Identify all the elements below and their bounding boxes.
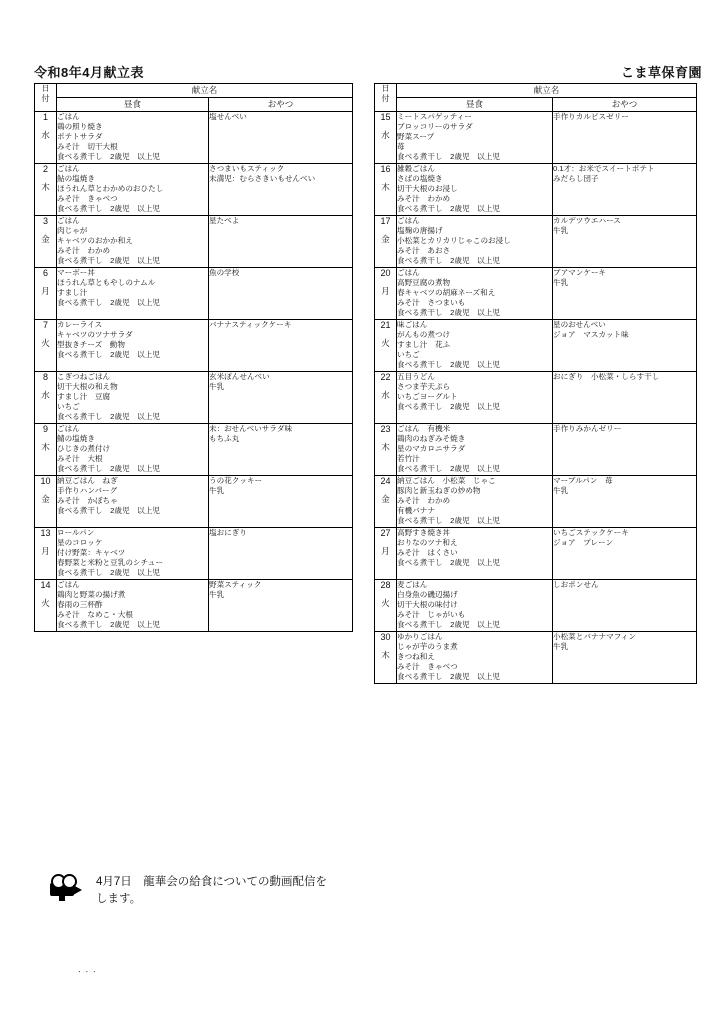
menu-line: カレーライス [57,320,103,329]
menu-line: 麦ごはん [397,580,428,589]
cell-snack [553,632,697,684]
date-number: 27 [380,528,391,538]
menu-line: 白身魚の磯辺揚げ [397,590,458,600]
table-row [35,216,353,268]
date-number: 17 [380,216,391,226]
menu-line: 雑穀ごはん [397,164,435,173]
date-weekday: 金 [41,234,50,245]
snack-line: 牛乳 [553,278,569,288]
date-weekday: 木 [381,442,390,453]
snack-line: 塩おにぎり [209,528,247,537]
menu-line: キャベツのツナサラダ [57,330,133,340]
date-weekday: 月 [381,546,390,557]
menu-line: 苺 [397,142,405,152]
menu-line: マーボー丼 [57,268,95,277]
snack-line: 0.1才：お米でスイートポテト [553,164,655,173]
cell-date [375,268,397,320]
snack-line: マーブルパン 苺 [553,476,613,485]
menu-line: みそ汁 あおさ [397,246,451,256]
cell-lunch [397,424,553,476]
menu-line: 納豆ごはん 小松菜 じゃこ [397,476,496,485]
menu-line: 食べる煮干し 2歳児 以上児 [57,464,160,474]
menu-line: ごはん [57,216,80,225]
menu-line: みそ汁 なめこ・大根 [57,610,133,620]
menu-line: 型抜きチーズ 動物 [57,340,125,350]
snack-line: 牛乳 [209,486,225,496]
menu-line: 豚肉と新玉ねぎの炒め物 [397,486,481,496]
menu-line: 野菜スープ [397,132,435,142]
date-number: 14 [40,580,51,590]
menu-line: みそ汁 さつまいも [397,298,466,308]
cell-date [375,632,397,684]
cell-lunch [57,164,209,216]
menu-line: すまし汁 花ふ [397,340,451,350]
cell-snack [209,424,353,476]
menu-line: みそ汁 切干大根 [57,142,118,152]
table-subheader-row [35,98,353,112]
cell-date [375,164,397,216]
film-projector-icon [46,872,86,902]
snack-line: 小松菜とバナナマフィン [553,632,636,641]
menu-line: さばの塩焼き [397,174,443,184]
snack-line: おにぎり 小松菜・しらす干し [553,372,660,381]
cell-date [35,476,57,528]
menu-line: 食べる煮干し 2歳児 以上児 [397,360,500,370]
menu-line: すまし汁 豆腐 [57,392,111,402]
column-header-menu: 献立名 [57,84,353,98]
menu-line: 鶏肉と野菜の揚げ煮 [57,590,126,600]
menu-line: ブロッコリーのサラダ [397,122,473,132]
cell-lunch [397,112,553,164]
menu-line: 手作りハンバーグ [57,486,118,496]
document-title: 令和8年4月献立表 [34,65,144,80]
column-header-lunch: 昼食 [397,98,553,112]
date-number: 1 [42,112,48,122]
menu-line: 切干大根のお浸し [397,184,458,194]
menu-line: みそ汁 大根 [57,454,103,464]
snack-line: 牛乳 [209,382,225,392]
menu-line: 星のマカロニサラダ [397,444,466,454]
menu-line: 食べる煮干し 2歳児 以上児 [397,516,500,526]
date-number: 9 [42,424,48,434]
date-weekday: 火 [381,338,390,349]
cell-lunch [397,580,553,632]
menu-line: 食べる煮干し 2歳児 以上児 [57,568,160,578]
cell-snack [553,424,697,476]
menu-line: みそ汁 きゃべつ [397,662,458,672]
cell-date [35,216,57,268]
date-number: 23 [380,424,391,434]
date-weekday: 木 [41,182,50,193]
menu-line: 食べる煮干し 2歳児 以上児 [57,204,160,214]
cell-snack [553,268,697,320]
snack-line: ジョア マスカット味 [553,330,629,340]
menu-line: 味ごはん [397,320,428,329]
menu-line: みそ汁 きゃべつ [57,194,118,204]
menu-line: 食べる煮干し 2歳児 以上児 [57,620,160,630]
menu-line: いちご [397,350,420,360]
table-row [35,112,353,164]
menu-line: ごはん [57,424,80,433]
menu-line: 食べる煮干し 2歳児 以上児 [397,308,500,318]
table-row [35,320,353,372]
table-row [375,268,697,320]
cell-snack [209,216,353,268]
cell-date [375,476,397,528]
menu-line: いちごヨーグルト [397,392,458,402]
snack-line: 牛乳 [553,486,569,496]
cell-lunch [397,164,553,216]
cell-snack [209,164,353,216]
menu-line: ポテトサラダ [57,132,103,142]
menu-line: 食べる煮干し 2歳児 以上児 [397,672,500,682]
menu-line: 鶏の照り焼き [57,122,103,132]
menu-line: 食べる煮干し 2歳児 以上児 [397,402,500,412]
cell-date [375,320,397,372]
cell-snack [209,268,353,320]
date-number: 6 [42,268,48,278]
cell-snack [553,528,697,580]
cell-date [35,424,57,476]
date-weekday: 月 [381,286,390,297]
menu-line: 食べる煮干し 2歳児 以上児 [397,620,500,630]
menu-line: 切干大根の味付け [397,600,458,610]
menu-line: 春キャベツの胡麻ネーズ和え [397,288,496,298]
cell-lunch [57,580,209,632]
cell-snack [553,372,697,424]
cell-lunch [397,216,553,268]
cell-lunch [57,112,209,164]
table-row [35,372,353,424]
menu-line: 食べる煮干し 2歳児 以上児 [57,298,160,308]
snack-line: 野菜スティック [209,580,262,589]
snack-line: 牛乳 [553,642,569,652]
snack-line: いちごステックケーキ [553,528,629,537]
date-number: 16 [380,164,391,174]
menu-line: 食べる煮干し 2歳児 以上児 [57,412,160,422]
date-number: 10 [40,476,51,486]
cell-snack [209,320,353,372]
page-dots: ．．． [78,964,106,974]
menu-line: みそ汁 わかめ [57,246,111,256]
table-row [375,164,697,216]
date-weekday: 木 [381,182,390,193]
date-number: 28 [380,580,391,590]
cell-snack [553,164,697,216]
menu-line: ミートスパゲッティー [397,112,472,121]
table-row [375,528,697,580]
column-header-lunch: 昼食 [57,98,209,112]
date-weekday: 水 [41,390,50,401]
cell-lunch [57,320,209,372]
cell-lunch [57,424,209,476]
menu-line: ごはん [57,580,80,589]
cell-snack [553,320,697,372]
cell-lunch [57,476,209,528]
footer-note [46,872,336,907]
cell-date [35,112,57,164]
menu-line: 食べる煮干し 2歳児 以上児 [397,558,500,568]
cell-snack [209,372,353,424]
column-header-snack: おやつ [209,98,353,112]
snack-line: ジョア プレーン [553,538,614,548]
table-row [375,580,697,632]
date-weekday: 火 [41,598,50,609]
column-header-date: 日 付 [35,84,57,112]
column-header-date: 日 付 [375,84,397,112]
menu-line: 塩麹の唐揚げ [397,226,443,236]
snack-line: 牛乳 [553,226,569,236]
menu-line: 切干大根の和え物 [57,382,118,392]
snack-line: 玄米ぽんせんべい [209,372,270,381]
menu-line: ロールパン [57,528,95,537]
menu-line: 五目うどん [397,372,435,381]
menu-line: キャベツのおかか和え [57,236,133,246]
menu-line: 食べる煮干し 2歳児 以上児 [57,350,160,360]
table-row [375,372,697,424]
date-number: 2 [42,164,48,174]
menu-line: 小松菜とカリカリじゃこのお浸し [397,236,511,246]
date-weekday: 金 [381,234,390,245]
cell-date [375,580,397,632]
cell-snack [209,528,353,580]
date-weekday: 金 [41,494,50,505]
date-number: 3 [42,216,48,226]
table-row [35,164,353,216]
date-weekday: 月 [41,546,50,557]
table-subheader-row [375,98,697,112]
menu-table-second-half [374,83,697,684]
menu-line: みそ汁 はくさい [397,548,458,558]
cell-snack [553,112,697,164]
cell-lunch [397,372,553,424]
snack-line: 手作りみかんゼリー [553,424,622,433]
date-number: 8 [42,372,48,382]
menu-line: 春野菜と米粉と豆乳のシチュー [57,558,164,568]
menu-line: 春雨の三杯酢 [57,600,103,610]
cell-date [35,268,57,320]
menu-line: ひじきの煮付け [57,444,111,454]
menu-line: ごはん [57,164,80,173]
menu-line: みそ汁 じゃがいも [397,610,466,620]
cell-snack [209,112,353,164]
menu-line: 星のコロッケ [57,538,103,548]
table-row [375,476,697,528]
menu-line: おりなのツナ和え [397,538,458,548]
menu-line: ごはん 有機米 [397,424,451,433]
snack-line: 星のおせんべい [553,320,606,329]
cell-lunch [397,268,553,320]
snack-line: うの花クッキー [209,476,263,485]
menu-line: 若竹汁 [397,454,420,464]
table-row [375,424,697,476]
cell-lunch [397,320,553,372]
menu-line: 鶏肉のねぎみそ焼き [397,434,466,444]
school-name: こま草保育園 [620,65,702,80]
menu-line: こぎつねごはん [57,372,111,381]
table-row [375,112,697,164]
cell-date [35,372,57,424]
menu-line: ごはん [397,216,420,225]
table-row [375,320,697,372]
cell-lunch [397,476,553,528]
menu-line: 食べる煮干し 2歳児 以上児 [397,152,500,162]
menu-line: みそ汁 わかめ [397,496,451,506]
snack-line: しおポンせん [553,580,599,589]
date-number: 30 [380,632,391,642]
date-weekday: 金 [381,494,390,505]
menu-line: 有機バナナ [397,506,435,516]
snack-line: 星たべよ [209,216,240,225]
date-weekday: 火 [41,338,50,349]
menu-line: 鯖の塩焼き [57,434,95,444]
menu-line: がんもの煮つけ [397,330,451,340]
cell-date [375,424,397,476]
cell-lunch [397,528,553,580]
cell-lunch [57,528,209,580]
cell-date [375,216,397,268]
date-number: 15 [380,112,391,122]
table-row [35,528,353,580]
date-number: 13 [40,528,51,538]
date-weekday: 木 [41,442,50,453]
date-number: 24 [380,476,391,486]
menu-table-first-half [34,83,353,632]
table-row [375,216,697,268]
cell-snack [553,476,697,528]
date-number: 22 [380,372,391,382]
cell-lunch [57,216,209,268]
table-row [35,476,353,528]
snack-line: さつまいもスティック [209,164,285,173]
date-weekday: 火 [381,598,390,609]
snack-line: 未：おせんべいサラダ味 [209,424,293,433]
date-number: 21 [380,320,391,330]
menu-line: ほうれん草ともやしのナムル [57,278,156,288]
snack-line: 手作りカルピスゼリー [553,112,629,121]
menu-line: みそ汁 かぼちゃ [57,496,118,506]
table-row [35,580,353,632]
menu-line: ほうれん草とわかめのおひたし [57,184,164,194]
menu-line: すまし汁 [57,288,88,298]
cell-date [35,528,57,580]
cell-date [375,112,397,164]
menu-line: 鮎の塩焼き [57,174,95,184]
cell-date [35,164,57,216]
menu-line: 高野豆腐の煮物 [397,278,451,288]
menu-line: きつね和え [397,652,435,662]
menu-line: 納豆ごはん ねぎ [57,476,118,485]
table-row [375,632,697,684]
cell-date [375,372,397,424]
menu-line: 食べる煮干し 2歳児 以上児 [57,506,160,516]
snack-line: バナナスティックケーキ [209,320,292,329]
cell-date [35,320,57,372]
menu-line: さつま芋天ぷら [397,382,451,392]
date-weekday: 水 [381,130,390,141]
menu-line: 高野すき焼き丼 [397,528,451,537]
snack-line: 未満児：むらさきいもせんべい [209,174,316,184]
menu-line: いちご [57,402,80,412]
date-weekday: 水 [381,390,390,401]
cell-snack [553,216,697,268]
table-header-row [375,84,697,98]
cell-lunch [57,268,209,320]
snack-line: 塩せんべい [209,112,247,121]
table-header-row [35,84,353,98]
column-header-menu: 献立名 [397,84,697,98]
menu-line: じゃが芋のうま煮 [397,642,458,652]
menu-line: 肉じゃが [57,226,88,236]
table-row [35,424,353,476]
menu-line: 食べる煮干し 2歳児 以上児 [57,256,160,266]
menu-line: 食べる煮干し 2歳児 以上児 [397,204,500,214]
menu-line: ごはん [57,112,80,121]
cell-snack [209,476,353,528]
snack-line: 魚の学校 [209,268,240,277]
menu-line: ゆかりごはん [397,632,443,641]
date-weekday: 水 [41,130,50,141]
snack-line: 牛乳 [209,590,225,600]
menu-line: ごはん [397,268,420,277]
snack-line: ブアマンケーキ [553,268,607,277]
cell-date [375,528,397,580]
footer-note-text: 4月7日 龍華会の給食についての動画配信をします。 [96,876,328,905]
cell-snack [553,580,697,632]
date-number: 7 [42,320,48,330]
menu-line: 食べる煮干し 2歳児 以上児 [397,464,500,474]
menu-line: 付け野菜：キャベツ [57,548,126,558]
snack-line: カルデツウエハース [553,216,621,225]
menu-line: みそ汁 わかめ [397,194,451,204]
date-weekday: 月 [41,286,50,297]
column-header-snack: おやつ [553,98,697,112]
menu-line: 食べる煮干し 2歳児 以上児 [397,256,500,266]
menu-line: 食べる煮干し 2歳児 以上児 [57,152,160,162]
cell-snack [209,580,353,632]
cell-lunch [57,372,209,424]
date-weekday: 木 [381,650,390,661]
snack-line: みだらし団子 [553,174,599,184]
cell-lunch [397,632,553,684]
snack-line: もちふ丸 [209,434,240,444]
table-row [35,268,353,320]
cell-date [35,580,57,632]
date-number: 20 [380,268,391,278]
